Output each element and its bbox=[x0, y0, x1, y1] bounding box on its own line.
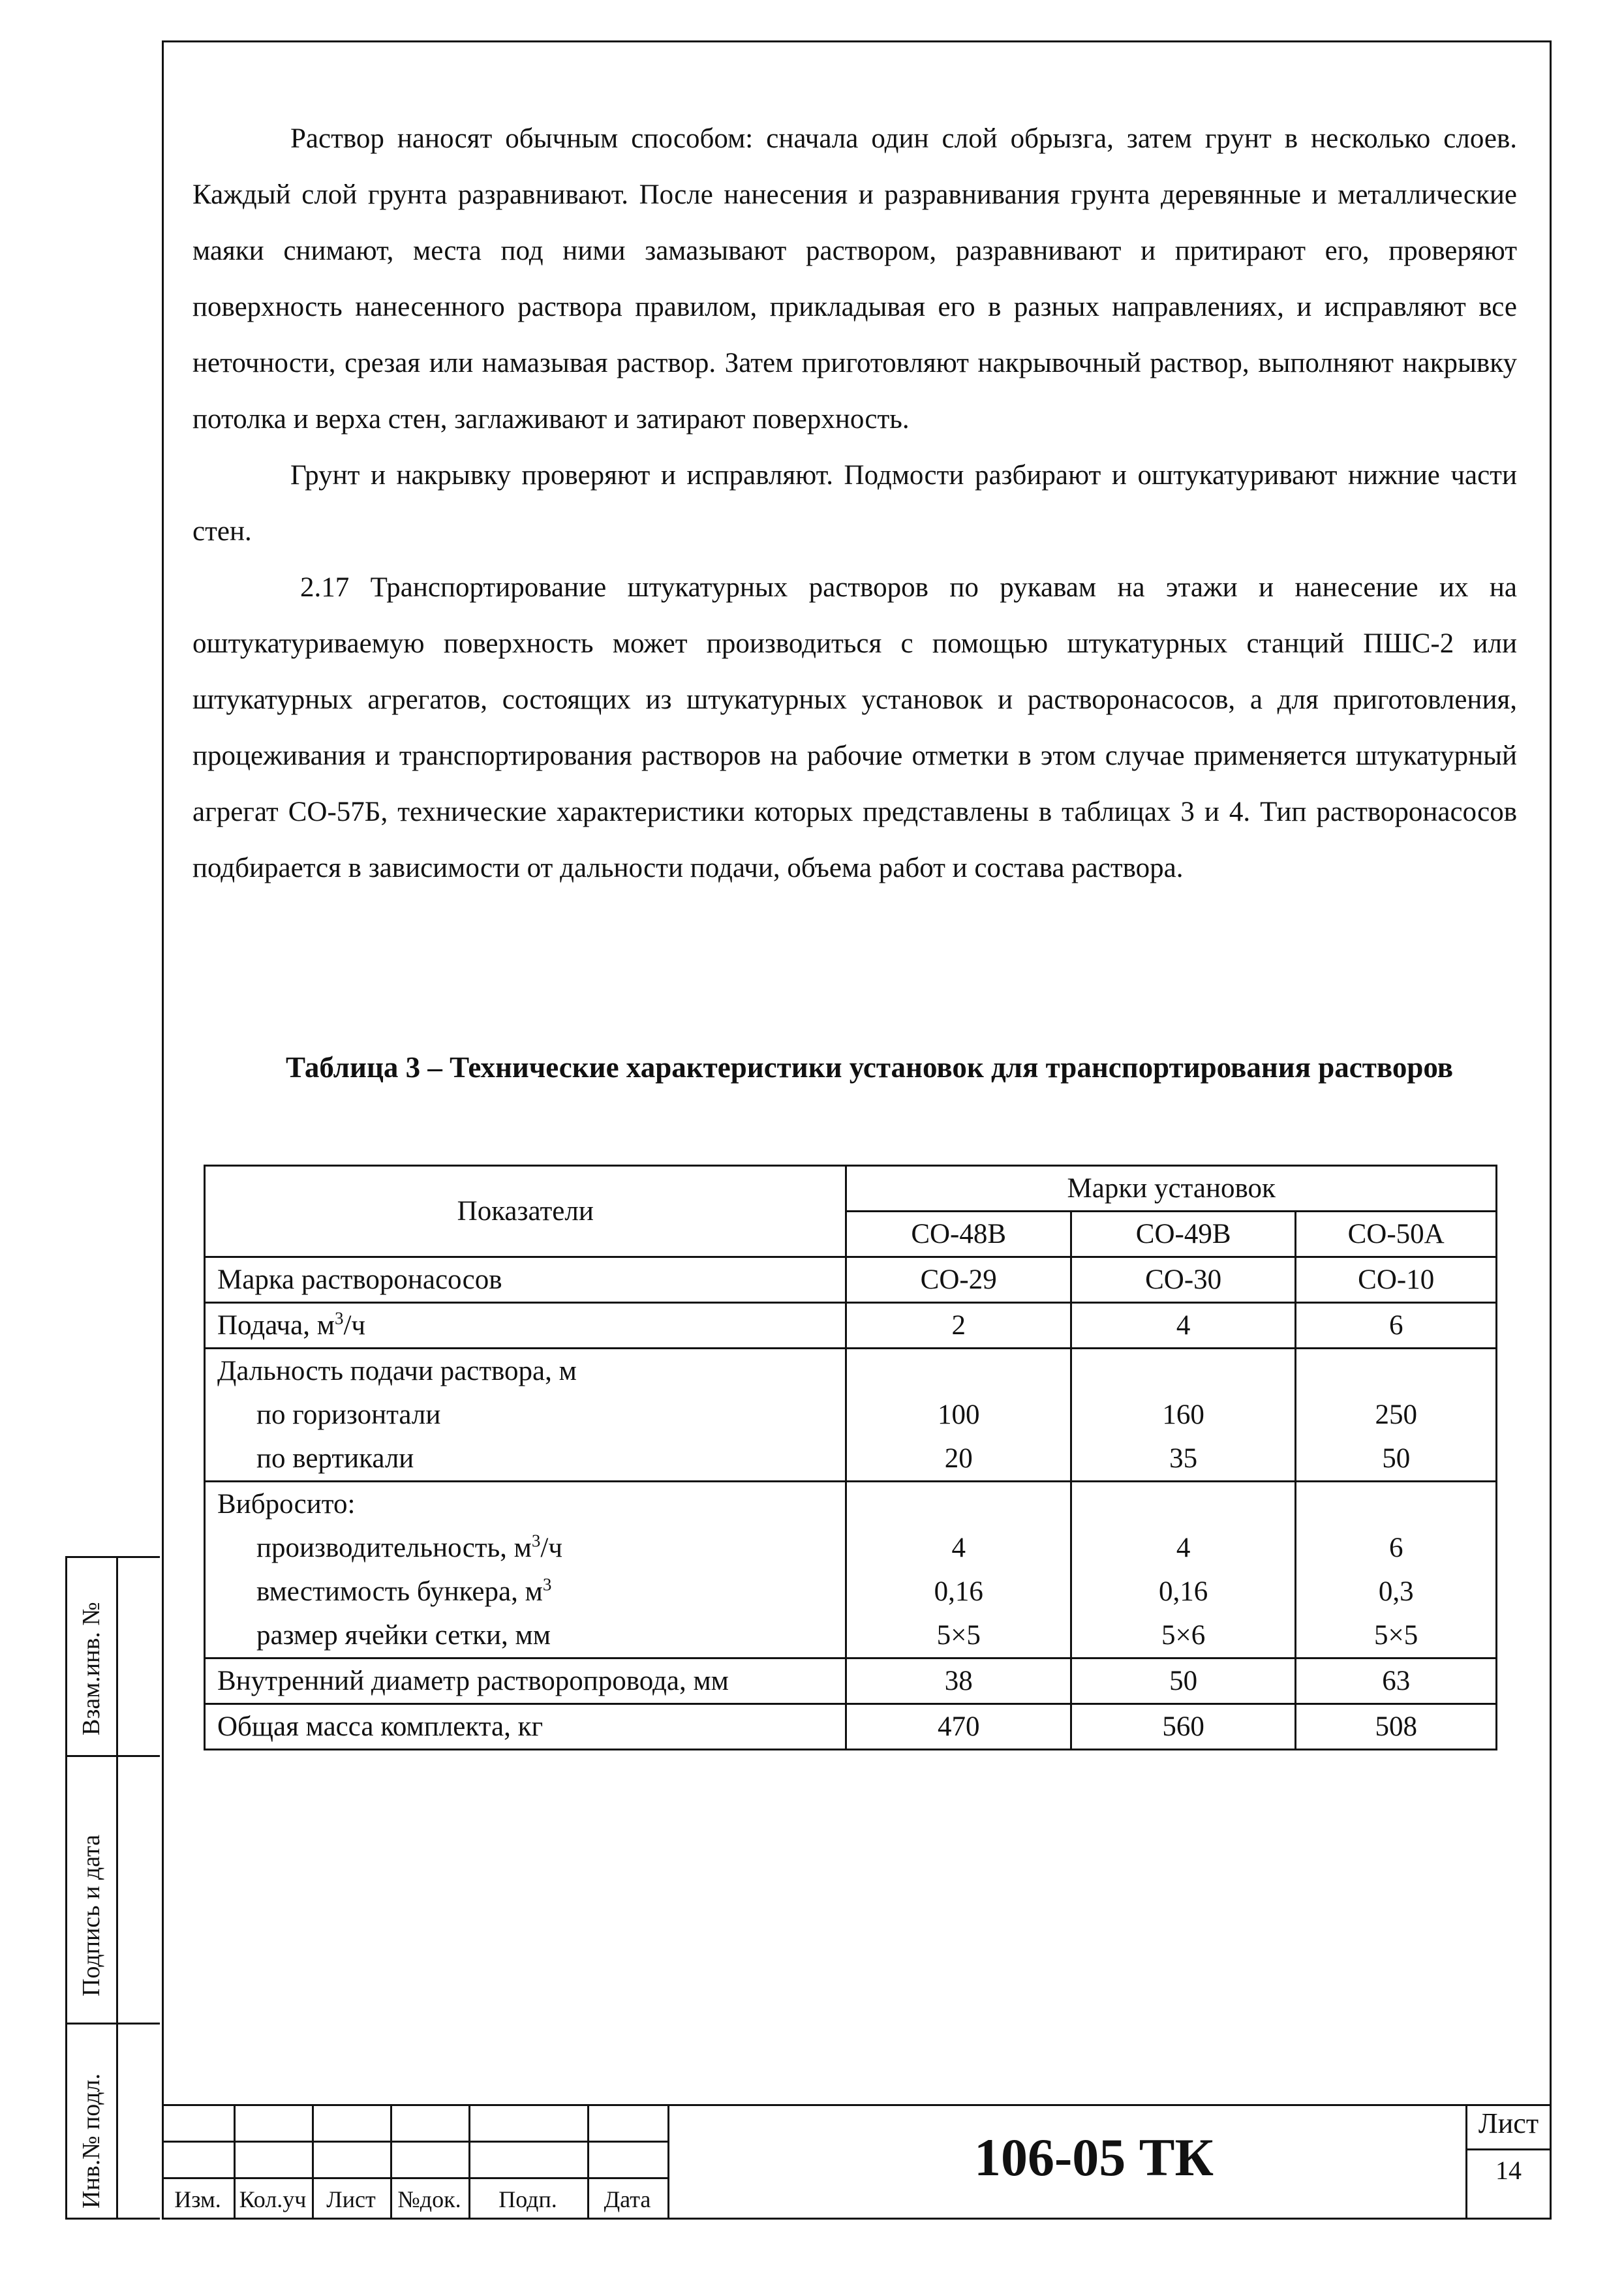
side-strip-divider bbox=[116, 1556, 118, 2220]
model-3: СО-50А bbox=[1296, 1212, 1497, 1257]
paragraph-3: 2.17 Транспортирование штукатурных растворов по рукавам на этажи и нанесение их на оштукатуриваемую поверхность может производиться с помощью штукатурных станций ПШС-2 или штукатурных агрегатов, состоящих из штукатурных установок и растворонасосов, а для приготовления, процеживания и транспортирования растворов на рабочие отметки в этом случае применяется штукатурный агрегат СО-57Б, технические характеристики которых представлены в таблицах 3 и 4. Тип растворонасосов подбирается в зависимости от дальности подачи, объема работ и состава раствора. bbox=[192, 572, 1517, 883]
cell: 560 bbox=[1071, 1704, 1295, 1750]
cell: 4 0,16 5×5 bbox=[846, 1482, 1071, 1658]
cell: СО-29 bbox=[846, 1257, 1071, 1303]
cell: 2 bbox=[846, 1303, 1071, 1349]
document-code: 106-05 ТК bbox=[974, 2128, 1214, 2187]
cell: 250 50 bbox=[1296, 1349, 1497, 1482]
table-row bbox=[205, 1658, 1497, 1704]
stamp-col-change: Изм. bbox=[174, 2186, 221, 2212]
cell: СО-10 bbox=[1296, 1257, 1497, 1303]
cell: СО-30 bbox=[1071, 1257, 1295, 1303]
stamp-col-signature: Подп. bbox=[498, 2186, 557, 2212]
sheet-number: 14 bbox=[1495, 2156, 1522, 2185]
cell: 4 bbox=[1071, 1303, 1295, 1349]
stamp-line bbox=[162, 2104, 1552, 2106]
table-row bbox=[205, 1349, 1497, 1482]
table-header-row bbox=[205, 1166, 1497, 1212]
stamp-col-date: Дата bbox=[604, 2186, 651, 2212]
table-row bbox=[205, 1257, 1497, 1303]
stamp-line bbox=[162, 2177, 667, 2179]
cell: 100 20 bbox=[846, 1349, 1071, 1482]
title-block bbox=[162, 2104, 1552, 2220]
row-label: Общая масса комплекта, кг bbox=[205, 1704, 846, 1750]
stamp-line bbox=[667, 2104, 669, 2220]
paragraph-2: Грунт и накрывку проверяют и исправляют. Подмости разбирают и оштукатуривают нижние части стен. bbox=[192, 460, 1517, 547]
label-signature-date: Подпись и дата bbox=[78, 1834, 105, 1996]
header-group: Марки установок bbox=[846, 1166, 1497, 1212]
table-title: Таблица 3 – Технические характеристики установок для транспортирования растворов bbox=[286, 1051, 1454, 1084]
side-strip-separator bbox=[65, 1755, 160, 1757]
paragraph-1: Раствор наносят обычным способом: сначала один слой обрызга, затем грунт в несколько слоев. Каждый слой грунта разравнивают. После нанесения и разравнивания грунта деревянные и металлические маяки снимают, места под ними замазывают раствором, разравнивают и притирают его, проверяют поверхность нанесенного раствора правилом, прикладывая его в разных направлениях, и исправляют все неточности, срезая или намазывая раствор. Затем приготовляют накрывочный раствор, выполняют накрывку потолка и верха стен, заглаживают и затирают поверхность. bbox=[192, 123, 1517, 435]
row-label: Вибросито: производительность, $м^3/ч$ вместимость бункера, $м^3$ размер ячейки сетки, мм bbox=[205, 1482, 846, 1658]
side-strip-separator bbox=[65, 2023, 160, 2025]
cell: 63 bbox=[1296, 1658, 1497, 1704]
stamp-col-count: Кол.уч bbox=[239, 2186, 307, 2212]
model-2: СО-49В bbox=[1071, 1212, 1295, 1257]
label-replace-inv: Взам.инв. № bbox=[78, 1602, 105, 1735]
cell: 38 bbox=[846, 1658, 1071, 1704]
row-label: Дальность подачи раствора, м по горизонтали по вертикали bbox=[205, 1349, 846, 1482]
cell: 4 0,16 5×6 bbox=[1071, 1482, 1295, 1658]
model-1: СО-48В bbox=[846, 1212, 1071, 1257]
cell: 50 bbox=[1071, 1658, 1295, 1704]
cell: 6 0,3 5×5 bbox=[1296, 1482, 1497, 1658]
header-param: Показатели bbox=[205, 1166, 846, 1257]
stamp-col-docnum: №док. bbox=[397, 2186, 461, 2212]
cell: 160 35 bbox=[1071, 1349, 1295, 1482]
table-row bbox=[205, 1303, 1497, 1349]
row-label: Внутренний диаметр растворопровода, мм bbox=[205, 1658, 846, 1704]
table-row bbox=[205, 1482, 1497, 1658]
stamp-col-sheet: Лист bbox=[326, 2186, 376, 2212]
cell: 470 bbox=[846, 1704, 1071, 1750]
cell: 6 bbox=[1296, 1303, 1497, 1349]
sheet-label: Лист bbox=[1478, 2107, 1539, 2139]
cell: 508 bbox=[1296, 1704, 1497, 1750]
row-label: Марка растворонасосов bbox=[205, 1257, 846, 1303]
row-label: Подача, $м^3/ч$ bbox=[205, 1303, 846, 1349]
label-original-inv: Инв.№ подл. bbox=[78, 2073, 105, 2208]
body-text bbox=[192, 111, 1517, 896]
stamp-line bbox=[162, 2141, 667, 2143]
table-row bbox=[205, 1704, 1497, 1750]
spec-table bbox=[204, 1165, 1497, 1750]
